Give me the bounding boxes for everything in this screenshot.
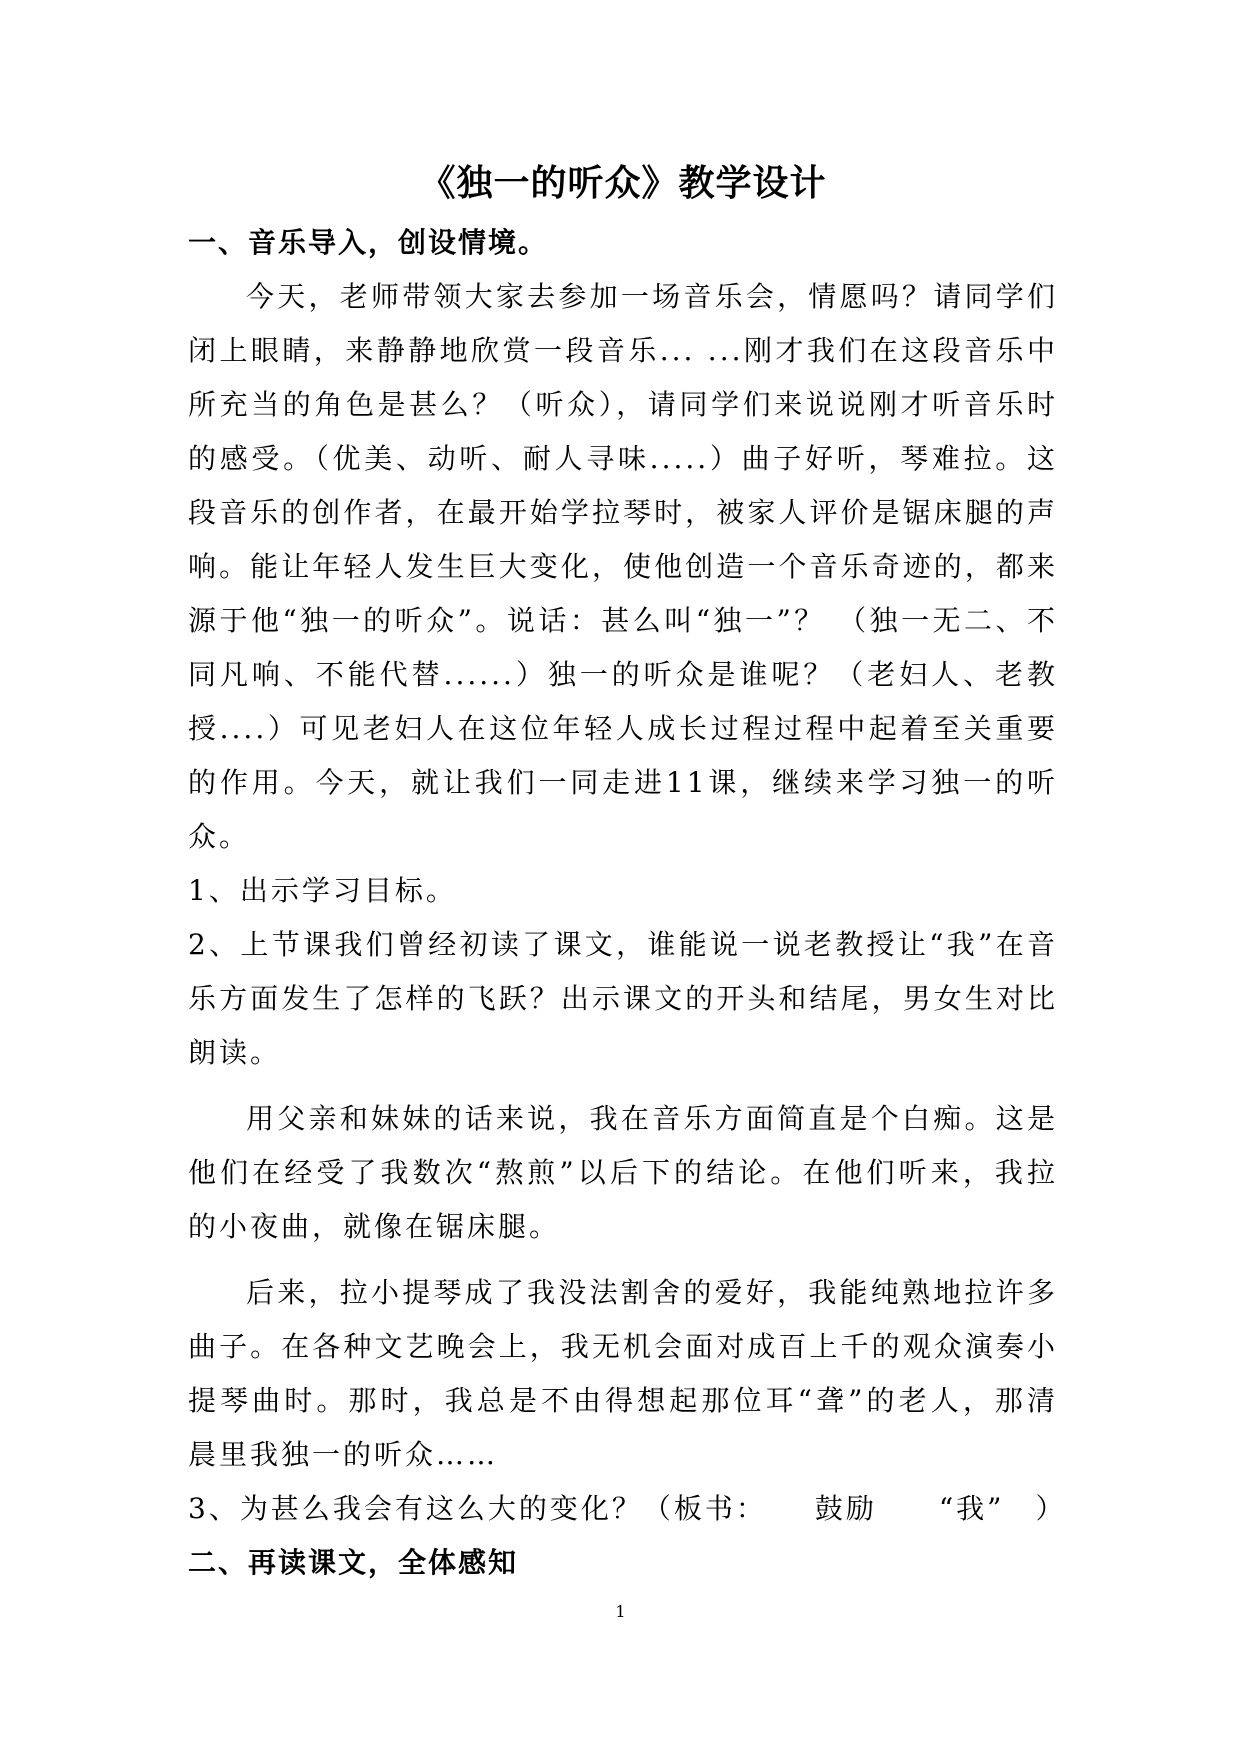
quote-paragraph-1: 用父亲和妹妹的话来说，我在音乐方面简直是个白痴。这是他们在经受了我数次“熬煎”以后下的结论。在他们听来，我拉的小夜曲，就像在锯床腿。	[188, 1102, 1058, 1243]
page-number: 1	[615, 1602, 626, 1621]
list-item-2: 2、上节课我们曾经初读了课文，谁能说一说老教授让“我”在音乐方面发生了怎样的飞跃？出示课文的开头和结尾，男女生对比朗读。	[188, 928, 1058, 1069]
document-body	[188, 160, 1067, 1590]
section-heading-2: 二、再读课文，全体感知	[188, 1546, 519, 1579]
list-item-1: 1、出示学习目标。	[188, 874, 457, 907]
section-heading-1: 一、音乐导入，创设情境。	[188, 226, 549, 259]
spacer	[188, 1080, 1058, 1092]
list-item-3: 3、为甚么我会有这么大的变化？（板书： 鼓励 “我” ）	[188, 1492, 1067, 1525]
quote-paragraph-2: 后来，拉小提琴成了我没法割舍的爱好，我能纯熟地拉许多曲子。在各种文艺晚会上，我无机会面对成百上千的观众演奏小提琴曲时。那时，我总是不由得想起那位耳“聋”的老人，那清晨里我独一的听众……	[188, 1276, 1058, 1471]
document-title: 《独一的听众》教学设计	[419, 163, 827, 204]
spacer	[188, 1254, 1058, 1266]
intro-paragraph: 今天，老师带领大家去参加一场音乐会，情愿吗？请同学们闭上眼睛，来静静地欣赏一段音乐... ...刚才我们在这段音乐中所充当的角色是甚么？（听众），请同学们来说说刚才听音乐时的感受。（优美、动听、耐人寻味.....）曲子好听，琴难拉。这段音乐的创作者，在最开始学拉琴时，被家人评价是锯床腿的声响。能让年轻人发生巨大变化，使他创造一个音乐奇迹的，都来源于他“独一的听众”。说话：甚么叫“独一”？ （独一无二、不同凡响、不能代替......）独一的听众是谁呢？（老妇人、老教授....）可见老妇人在这位年轻人成长过程过程中起着至关重要的作用。今天，就让我们一同走进11课，继续来学习独一的听众。	[188, 280, 1058, 853]
